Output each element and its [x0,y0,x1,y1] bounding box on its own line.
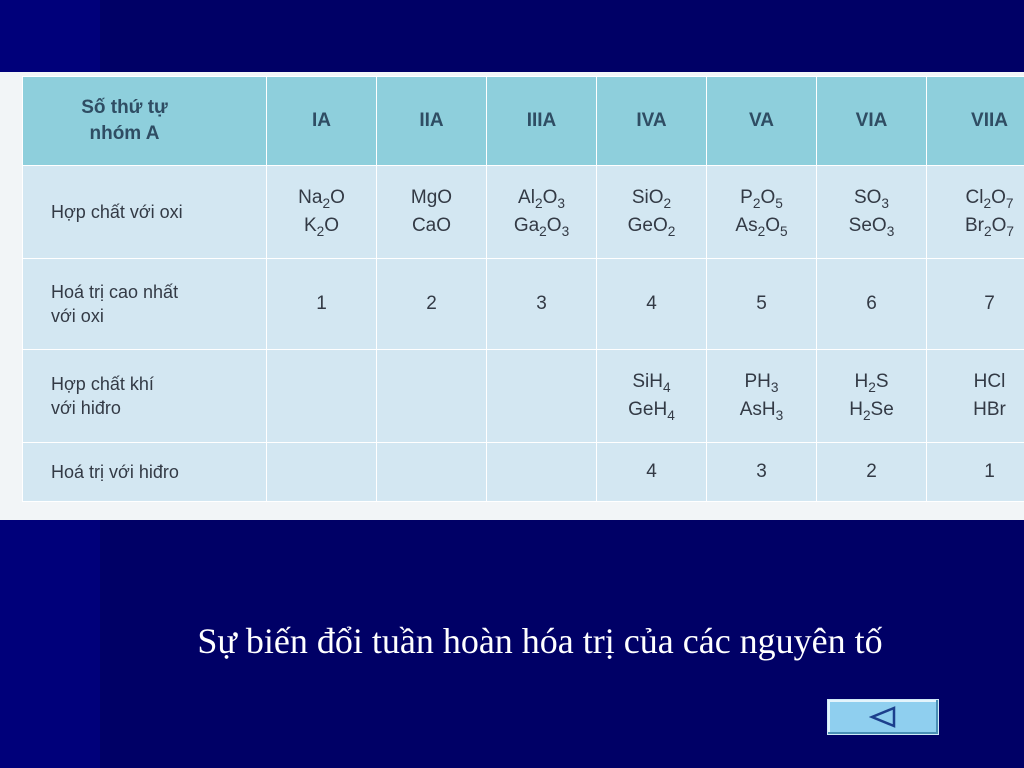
table-cell [927,350,1024,443]
cell-formula: 6 [866,292,877,314]
table-row [23,166,1024,259]
table-cell [927,166,1024,259]
row-label-cell [23,350,267,443]
table-cell [377,259,487,350]
cell-formula: $As_2O_5$ [735,215,788,239]
table-cell [927,443,1024,502]
cell-formula: 1 [316,292,327,314]
table-cell [707,443,817,502]
table-cell [487,443,597,502]
cell-formula: $SO_3$ [853,186,890,211]
cell-formula: 3 [756,460,767,482]
row-label-line: với hiđro [51,398,121,418]
table-cell [267,166,377,259]
table-cell [817,166,927,259]
cell-formula: 4 [646,292,657,314]
table-cell [817,350,927,443]
table-cell [267,443,377,502]
cell-formula: $Al_2O_3$ [518,186,565,211]
cell-formula: HBr [973,399,1006,420]
table-cell [707,166,817,259]
group-header-cell: VIIA [927,77,1024,166]
row-label-line: Hoá trị cao nhất [51,281,179,302]
cell-formula: $Br_2O_7$ [965,215,1014,239]
cell-formula: 2 [426,292,437,314]
group-header-cell: VIA [817,77,927,166]
row-label-cell [23,259,267,350]
slide-caption: Sự biến đổi tuần hoàn hóa trị của các nguyên tố [197,621,883,661]
table-cell [377,350,487,443]
row-label-line: Hợp chất với oxi [51,201,183,222]
table-cell [597,350,707,443]
cell-formula: $P_2O_5$ [740,186,783,211]
cell-formula: 2 [866,460,877,482]
cell-formula: SeO$_3$ [848,215,895,239]
cell-formula: 7 [984,292,995,314]
table-cell [597,166,707,259]
back-button[interactable] [827,699,939,735]
table-cell [267,350,377,443]
table-cell [597,259,707,350]
triangle-left-icon [869,706,897,728]
group-header-cell: IIA [377,77,487,166]
row-label-line: với oxi [51,306,104,326]
group-header-cell: IVA [597,77,707,166]
table-cell [707,259,817,350]
table-cell [487,166,597,259]
table-cell [927,259,1024,350]
header-label-cell [23,77,267,166]
cell-formula: GeO$_2$ [627,215,676,239]
cell-formula: $Na_2O$ [298,186,345,211]
cell-formula: $H_2S$ [854,370,889,395]
textbook-table-image [0,72,1024,520]
table-cell [377,166,487,259]
cell-formula: 3 [536,292,547,314]
table-header-row [23,77,1024,166]
group-header-cell: VA [707,77,817,166]
cell-formula: 4 [646,460,657,482]
cell-formula: SiH$_4$ [632,370,671,395]
row-label-line: Hợp chất khí [51,373,154,394]
table-cell [817,443,927,502]
header-label-line: Số thứ tự [81,97,168,119]
table-cell [597,443,707,502]
cell-formula: 5 [756,292,767,314]
table-cell [487,259,597,350]
cell-formula: MgO [410,186,453,208]
cell-formula: SiO$_2$ [631,186,672,211]
row-label-cell [23,443,267,502]
table-row [23,443,1024,502]
row-label-cell [23,166,267,259]
table-cell [487,350,597,443]
cell-formula: $Ga_2O_3$ [513,215,570,239]
table-row [23,350,1024,443]
cell-formula: GeH$_4$ [628,399,675,423]
table-cell [267,259,377,350]
table-cell [817,259,927,350]
group-header-cell: IA [267,77,377,166]
cell-formula: CaO [411,215,452,236]
cell-formula: $PH_3$ [744,370,779,395]
cell-formula: HCl [973,370,1006,392]
group-header-cell: IIIA [487,77,597,166]
table-row [23,259,1024,350]
cell-formula: $Cl_2O_7$ [965,186,1014,211]
cell-formula: AsH$_3$ [739,399,784,423]
valence-table [22,76,1024,502]
cell-formula: 1 [984,460,995,482]
table-cell [377,443,487,502]
cell-formula: $H_2Se$ [849,399,894,423]
row-label-line: Hoá trị với hiđro [51,461,179,482]
header-label-line: nhóm A [89,123,160,144]
cell-formula: $K_2O$ [303,215,340,239]
table-cell [707,350,817,443]
